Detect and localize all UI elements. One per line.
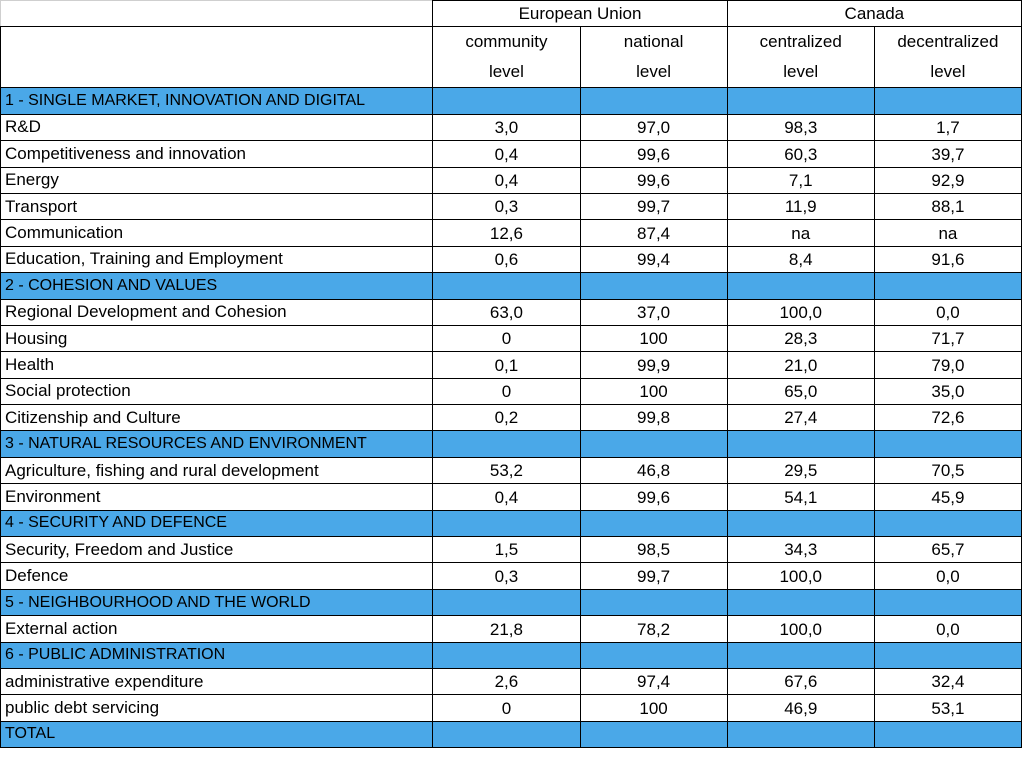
cell-eu-community: 0,6 (433, 246, 580, 272)
header-national: national (580, 27, 727, 58)
section-empty-cell (874, 642, 1021, 668)
table-row (1, 167, 1022, 193)
cell-eu-community: 0 (433, 695, 580, 721)
cell-canada-decentralized: 39,7 (874, 141, 1021, 167)
section-empty-cell (727, 88, 874, 114)
cell-canada-centralized: 98,3 (727, 114, 874, 140)
cell-eu-community: 63,0 (433, 299, 580, 325)
header-decentralized: decentralized (874, 27, 1021, 58)
row-label: Citizenship and Culture (1, 405, 433, 431)
header-canada: Canada (727, 1, 1021, 27)
header-label-cell (1, 27, 433, 88)
cell-canada-centralized: 11,9 (727, 193, 874, 219)
cell-canada-centralized: 21,0 (727, 352, 874, 378)
section-row (1, 510, 1022, 536)
table-row (1, 405, 1022, 431)
section-label (1, 642, 433, 668)
table-row (1, 141, 1022, 167)
section-empty-cell (433, 721, 580, 747)
header-community-level: level (433, 57, 580, 88)
section-empty-cell (727, 431, 874, 457)
cell-eu-national: 78,2 (580, 616, 727, 642)
row-label: public debt servicing (1, 695, 433, 721)
section-label-text: 6 - PUBLIC ADMINISTRATION (5, 646, 226, 664)
cell-canada-decentralized: 1,7 (874, 114, 1021, 140)
cell-canada-decentralized: na (874, 220, 1021, 246)
section-empty-cell (433, 88, 580, 114)
cell-eu-community: 0 (433, 325, 580, 351)
cell-canada-decentralized: 0,0 (874, 616, 1021, 642)
row-label: R&D (1, 114, 433, 140)
section-empty-cell (874, 510, 1021, 536)
table-row (1, 193, 1022, 219)
section-empty-cell (580, 88, 727, 114)
section-empty-cell (580, 510, 727, 536)
section-row (1, 721, 1022, 747)
cell-canada-centralized: 100,0 (727, 299, 874, 325)
table-row (1, 299, 1022, 325)
cell-canada-centralized: na (727, 220, 874, 246)
header-decentralized-level: level (874, 57, 1021, 88)
row-label: Agriculture, fishing and rural development (1, 457, 433, 483)
cell-eu-community: 0,2 (433, 405, 580, 431)
section-empty-cell (580, 273, 727, 299)
section-empty-cell (874, 273, 1021, 299)
section-label (1, 721, 433, 747)
cell-eu-national: 99,7 (580, 193, 727, 219)
row-label: External action (1, 616, 433, 642)
table-row (1, 537, 1022, 563)
row-label: Regional Development and Cohesion (1, 299, 433, 325)
row-label: Transport (1, 193, 433, 219)
section-empty-cell (727, 273, 874, 299)
cell-canada-centralized: 46,9 (727, 695, 874, 721)
header-corner-cell (1, 1, 433, 27)
cell-canada-centralized: 29,5 (727, 457, 874, 483)
section-label (1, 273, 433, 299)
header-national-level: level (580, 57, 727, 88)
cell-eu-national: 98,5 (580, 537, 727, 563)
cell-eu-community: 21,8 (433, 616, 580, 642)
cell-eu-community: 0,1 (433, 352, 580, 378)
table-row (1, 563, 1022, 589)
cell-canada-centralized: 100,0 (727, 616, 874, 642)
cell-eu-national: 100 (580, 325, 727, 351)
section-empty-cell (727, 642, 874, 668)
cell-canada-decentralized: 79,0 (874, 352, 1021, 378)
cell-eu-national: 97,4 (580, 668, 727, 694)
row-label: Defence (1, 563, 433, 589)
header-community: community (433, 27, 580, 58)
section-label-text: 1 - SINGLE MARKET, INNOVATION AND DIGITAL (5, 92, 366, 110)
cell-canada-centralized: 28,3 (727, 325, 874, 351)
cell-eu-national: 99,4 (580, 246, 727, 272)
table-row (1, 378, 1022, 404)
cell-canada-decentralized: 88,1 (874, 193, 1021, 219)
section-label-text: 3 - NATURAL RESOURCES AND ENVIRONMENT (5, 435, 367, 453)
header-centralized-level: level (727, 57, 874, 88)
row-label: administrative expenditure (1, 668, 433, 694)
section-label-text: 5 - NEIGHBOURHOOD AND THE WORLD (5, 593, 311, 611)
cell-eu-national: 99,8 (580, 405, 727, 431)
table-row (1, 325, 1022, 351)
table-row (1, 114, 1022, 140)
cell-canada-decentralized: 53,1 (874, 695, 1021, 721)
cell-canada-decentralized: 91,6 (874, 246, 1021, 272)
table-row (1, 695, 1022, 721)
section-empty-cell (580, 431, 727, 457)
section-empty-cell (433, 273, 580, 299)
cell-eu-national: 99,9 (580, 352, 727, 378)
row-label: Energy (1, 167, 433, 193)
header-row-regions (1, 1, 1022, 27)
cell-canada-decentralized: 32,4 (874, 668, 1021, 694)
section-empty-cell (580, 642, 727, 668)
cell-canada-decentralized: 70,5 (874, 457, 1021, 483)
section-empty-cell (727, 589, 874, 615)
cell-eu-national: 87,4 (580, 220, 727, 246)
cell-eu-national: 99,6 (580, 484, 727, 510)
row-label: Social protection (1, 378, 433, 404)
row-label: Housing (1, 325, 433, 351)
table-row (1, 457, 1022, 483)
section-empty-cell (580, 721, 727, 747)
cell-canada-centralized: 27,4 (727, 405, 874, 431)
table-row (1, 484, 1022, 510)
section-label (1, 589, 433, 615)
section-label-text: TOTAL (5, 725, 56, 743)
section-label-text: 2 - COHESION AND VALUES (5, 276, 218, 294)
section-row (1, 589, 1022, 615)
cell-canada-centralized: 34,3 (727, 537, 874, 563)
cell-canada-centralized: 100,0 (727, 563, 874, 589)
section-empty-cell (433, 510, 580, 536)
section-label (1, 510, 433, 536)
cell-eu-community: 53,2 (433, 457, 580, 483)
cell-eu-community: 3,0 (433, 114, 580, 140)
section-empty-cell (433, 642, 580, 668)
section-label (1, 431, 433, 457)
cell-eu-national: 37,0 (580, 299, 727, 325)
cell-canada-centralized: 67,6 (727, 668, 874, 694)
cell-canada-decentralized: 45,9 (874, 484, 1021, 510)
cell-eu-community: 0,3 (433, 193, 580, 219)
cell-eu-community: 0,4 (433, 484, 580, 510)
cell-canada-decentralized: 92,9 (874, 167, 1021, 193)
section-empty-cell (874, 721, 1021, 747)
cell-canada-centralized: 54,1 (727, 484, 874, 510)
row-label: Environment (1, 484, 433, 510)
table-row (1, 668, 1022, 694)
cell-canada-decentralized: 35,0 (874, 378, 1021, 404)
cell-canada-decentralized: 0,0 (874, 563, 1021, 589)
cell-eu-national: 99,6 (580, 141, 727, 167)
cell-eu-community: 0,4 (433, 167, 580, 193)
cell-eu-community: 2,6 (433, 668, 580, 694)
cell-eu-community: 12,6 (433, 220, 580, 246)
cell-eu-community: 0,4 (433, 141, 580, 167)
row-label: Education, Training and Employment (1, 246, 433, 272)
table-row (1, 220, 1022, 246)
section-row (1, 273, 1022, 299)
row-label: Health (1, 352, 433, 378)
row-label: Competitiveness and innovation (1, 141, 433, 167)
table-row (1, 246, 1022, 272)
header-european-union: European Union (433, 1, 727, 27)
cell-eu-community: 0 (433, 378, 580, 404)
cell-eu-national: 46,8 (580, 457, 727, 483)
section-empty-cell (727, 510, 874, 536)
cell-eu-national: 100 (580, 378, 727, 404)
section-row (1, 431, 1022, 457)
cell-eu-national: 99,7 (580, 563, 727, 589)
cell-canada-centralized: 7,1 (727, 167, 874, 193)
header-centralized: centralized (727, 27, 874, 58)
section-empty-cell (874, 88, 1021, 114)
cell-canada-decentralized: 72,6 (874, 405, 1021, 431)
section-empty-cell (874, 431, 1021, 457)
cell-canada-centralized: 8,4 (727, 246, 874, 272)
cell-canada-centralized: 60,3 (727, 141, 874, 167)
cell-canada-centralized: 65,0 (727, 378, 874, 404)
row-label: Communication (1, 220, 433, 246)
cell-canada-decentralized: 71,7 (874, 325, 1021, 351)
section-empty-cell (874, 589, 1021, 615)
cell-canada-decentralized: 65,7 (874, 537, 1021, 563)
cell-canada-decentralized: 0,0 (874, 299, 1021, 325)
cell-eu-national: 97,0 (580, 114, 727, 140)
section-label (1, 88, 433, 114)
section-row (1, 88, 1022, 114)
section-empty-cell (580, 589, 727, 615)
section-empty-cell (433, 589, 580, 615)
section-row (1, 642, 1022, 668)
cell-eu-national: 99,6 (580, 167, 727, 193)
section-empty-cell (433, 431, 580, 457)
cell-eu-community: 1,5 (433, 537, 580, 563)
table-row (1, 616, 1022, 642)
header-row-levels-1 (1, 27, 1022, 58)
table-row (1, 352, 1022, 378)
cell-eu-national: 100 (580, 695, 727, 721)
row-label: Security, Freedom and Justice (1, 537, 433, 563)
section-label-text: 4 - SECURITY AND DEFENCE (5, 514, 227, 532)
section-empty-cell (727, 721, 874, 747)
cell-eu-community: 0,3 (433, 563, 580, 589)
